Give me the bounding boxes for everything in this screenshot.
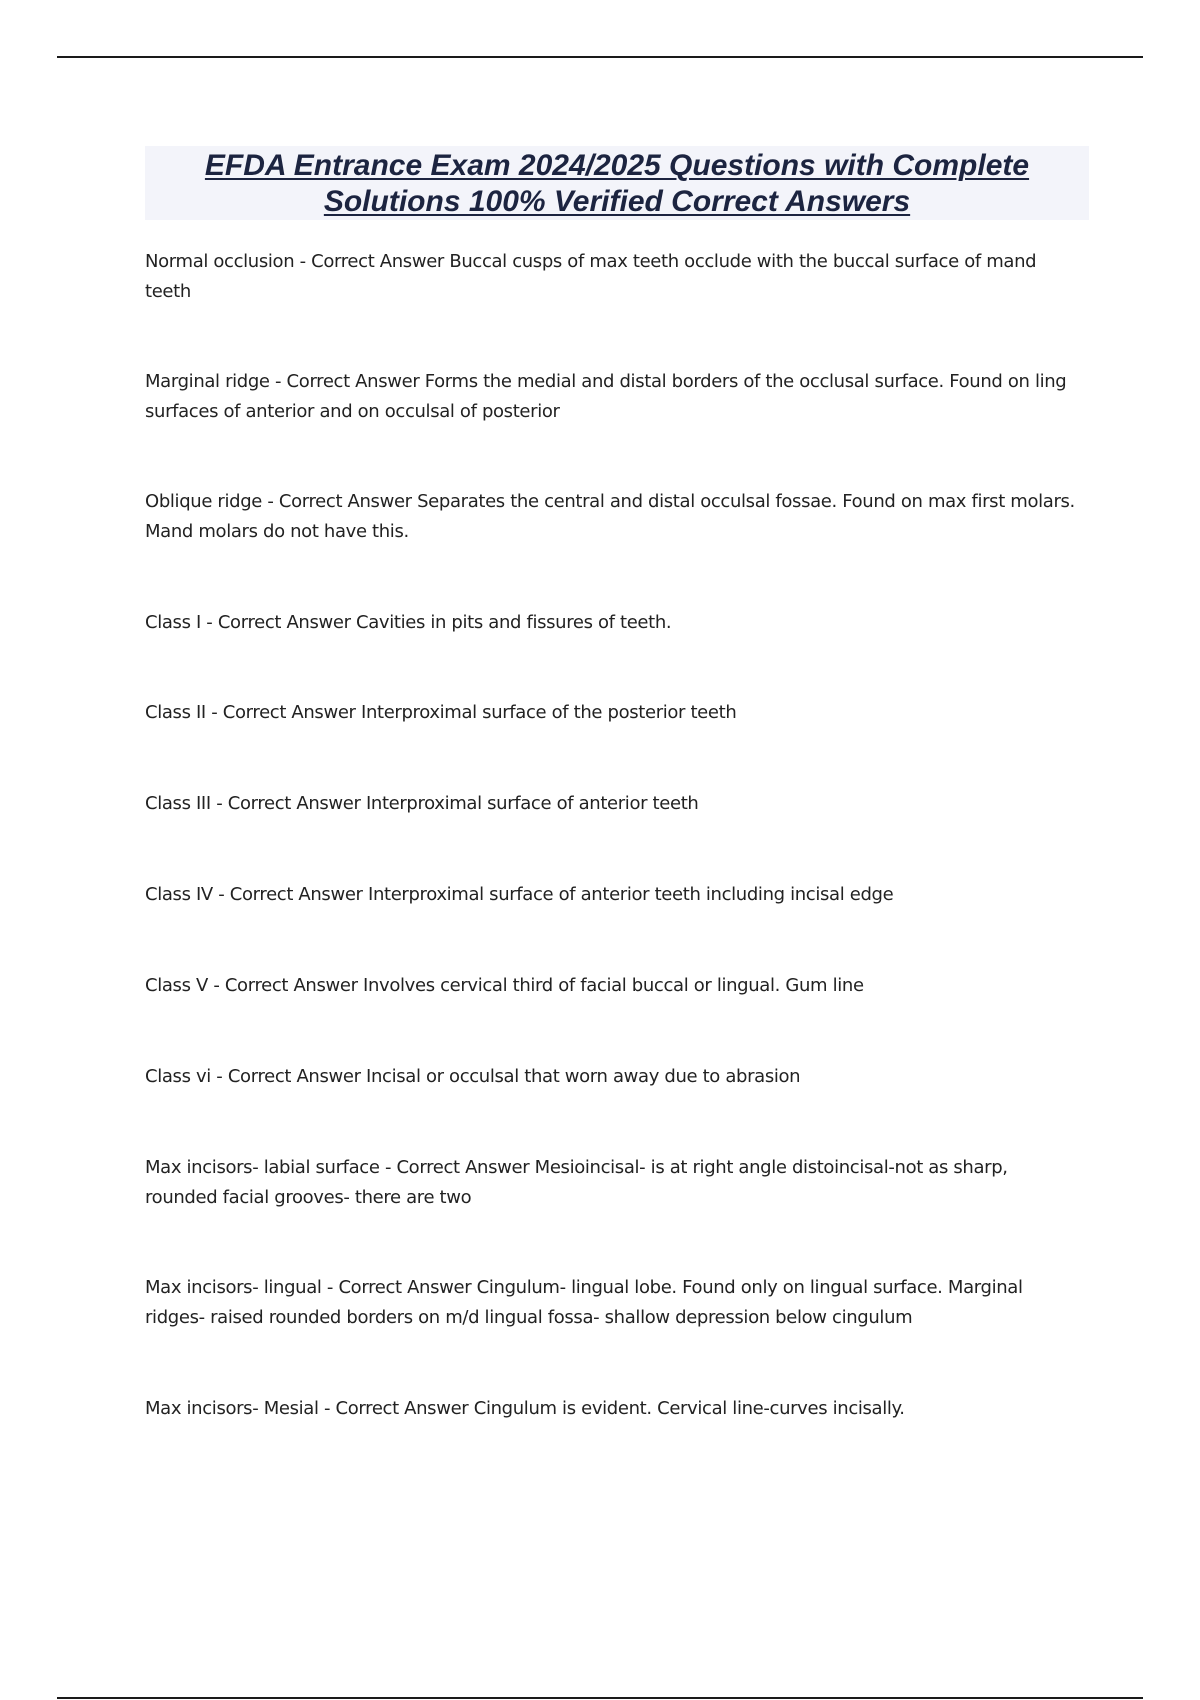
qa-term: Normal occlusion <box>145 251 295 272</box>
qa-item <box>145 1153 1075 1213</box>
qa-term: Class IV <box>145 884 213 905</box>
qa-separator: - Correct Answer <box>262 491 418 512</box>
qa-term: Max incisors- lingual <box>145 1277 322 1298</box>
qa-term: Max incisors- labial surface <box>145 1157 380 1178</box>
qa-term: Max incisors- Mesial <box>145 1398 319 1419</box>
qa-term: Class II <box>145 702 206 723</box>
qa-separator: - Correct Answer <box>210 1066 367 1087</box>
qa-answer: Mesioincisal- is at right angle distoincisal-not as sharp, rounded facial grooves- there are two <box>145 1157 1008 1208</box>
qa-term: Class III <box>145 793 211 814</box>
document-title: EFDA Entrance Exam 2024/2025 Questions with Complete Solutions 100% Verified Correct Answers <box>204 149 1030 218</box>
qa-answer: Interproximal surface of anterior teeth including incisal edge <box>367 884 894 905</box>
qa-separator: - Correct Answer <box>321 1277 477 1298</box>
qa-separator: - Correct Answer <box>205 702 361 723</box>
qa-separator: - Correct Answer <box>269 371 425 392</box>
qa-separator: - Correct Answer <box>210 793 366 814</box>
qa-answer: Interproximal surface of the posterior teeth <box>360 702 737 723</box>
qa-term: Class V <box>145 975 208 996</box>
qa-answer: Incisal or occulsal that worn away due to abrasion <box>366 1066 801 1087</box>
qa-item <box>145 880 1075 910</box>
qa-separator: - Correct Answer <box>207 975 364 996</box>
qa-answer: Separates the central and distal occulsal fossae. Found on max first molars. Mand molars do not have this. <box>145 491 1075 542</box>
title-block <box>145 146 1089 220</box>
qa-item <box>145 608 1075 638</box>
qa-term: Class I <box>145 612 201 633</box>
qa-answer: Cavities in pits and fissures of teeth. <box>356 612 672 633</box>
qa-separator: - Correct Answer <box>212 884 368 905</box>
qa-term: Oblique ridge <box>145 491 263 512</box>
qa-item <box>145 367 1075 427</box>
qa-item <box>145 1062 1075 1092</box>
qa-term: Marginal ridge <box>145 371 270 392</box>
qa-answer: Cingulum is evident. Cervical line-curves incisally. <box>473 1398 905 1419</box>
header-rule <box>57 56 1143 58</box>
qa-separator: - Correct Answer <box>379 1157 535 1178</box>
qa-separator: - Correct Answer <box>318 1398 474 1419</box>
qa-answer: Forms the medial and distal borders of the occlusal surface. Found on ling surfaces of anterior and on occulsal of posterior <box>145 371 1067 422</box>
qa-separator: - Correct Answer <box>200 612 357 633</box>
qa-answer: Involves cervical third of facial buccal or lingual. Gum line <box>363 975 864 996</box>
qa-answer: Cingulum- lingual lobe. Found only on lingual surface. Marginal ridges- raised rounded borders on m/d lingual fossa- shallow depression below cingulum <box>145 1277 1023 1328</box>
qa-answer: Buccal cusps of max teeth occlude with the buccal surface of mand teeth <box>145 251 1037 302</box>
qa-term: Class vi <box>145 1066 211 1087</box>
footer-rule <box>57 1697 1143 1699</box>
qa-item <box>145 1273 1075 1333</box>
qa-item <box>145 247 1075 307</box>
qa-item <box>145 789 1075 819</box>
qa-answer: Interproximal surface of anterior teeth <box>365 793 699 814</box>
qa-item <box>145 487 1075 547</box>
qa-item <box>145 698 1075 728</box>
qa-item <box>145 971 1075 1001</box>
qa-separator: - Correct Answer <box>294 251 450 272</box>
qa-item <box>145 1394 1075 1424</box>
